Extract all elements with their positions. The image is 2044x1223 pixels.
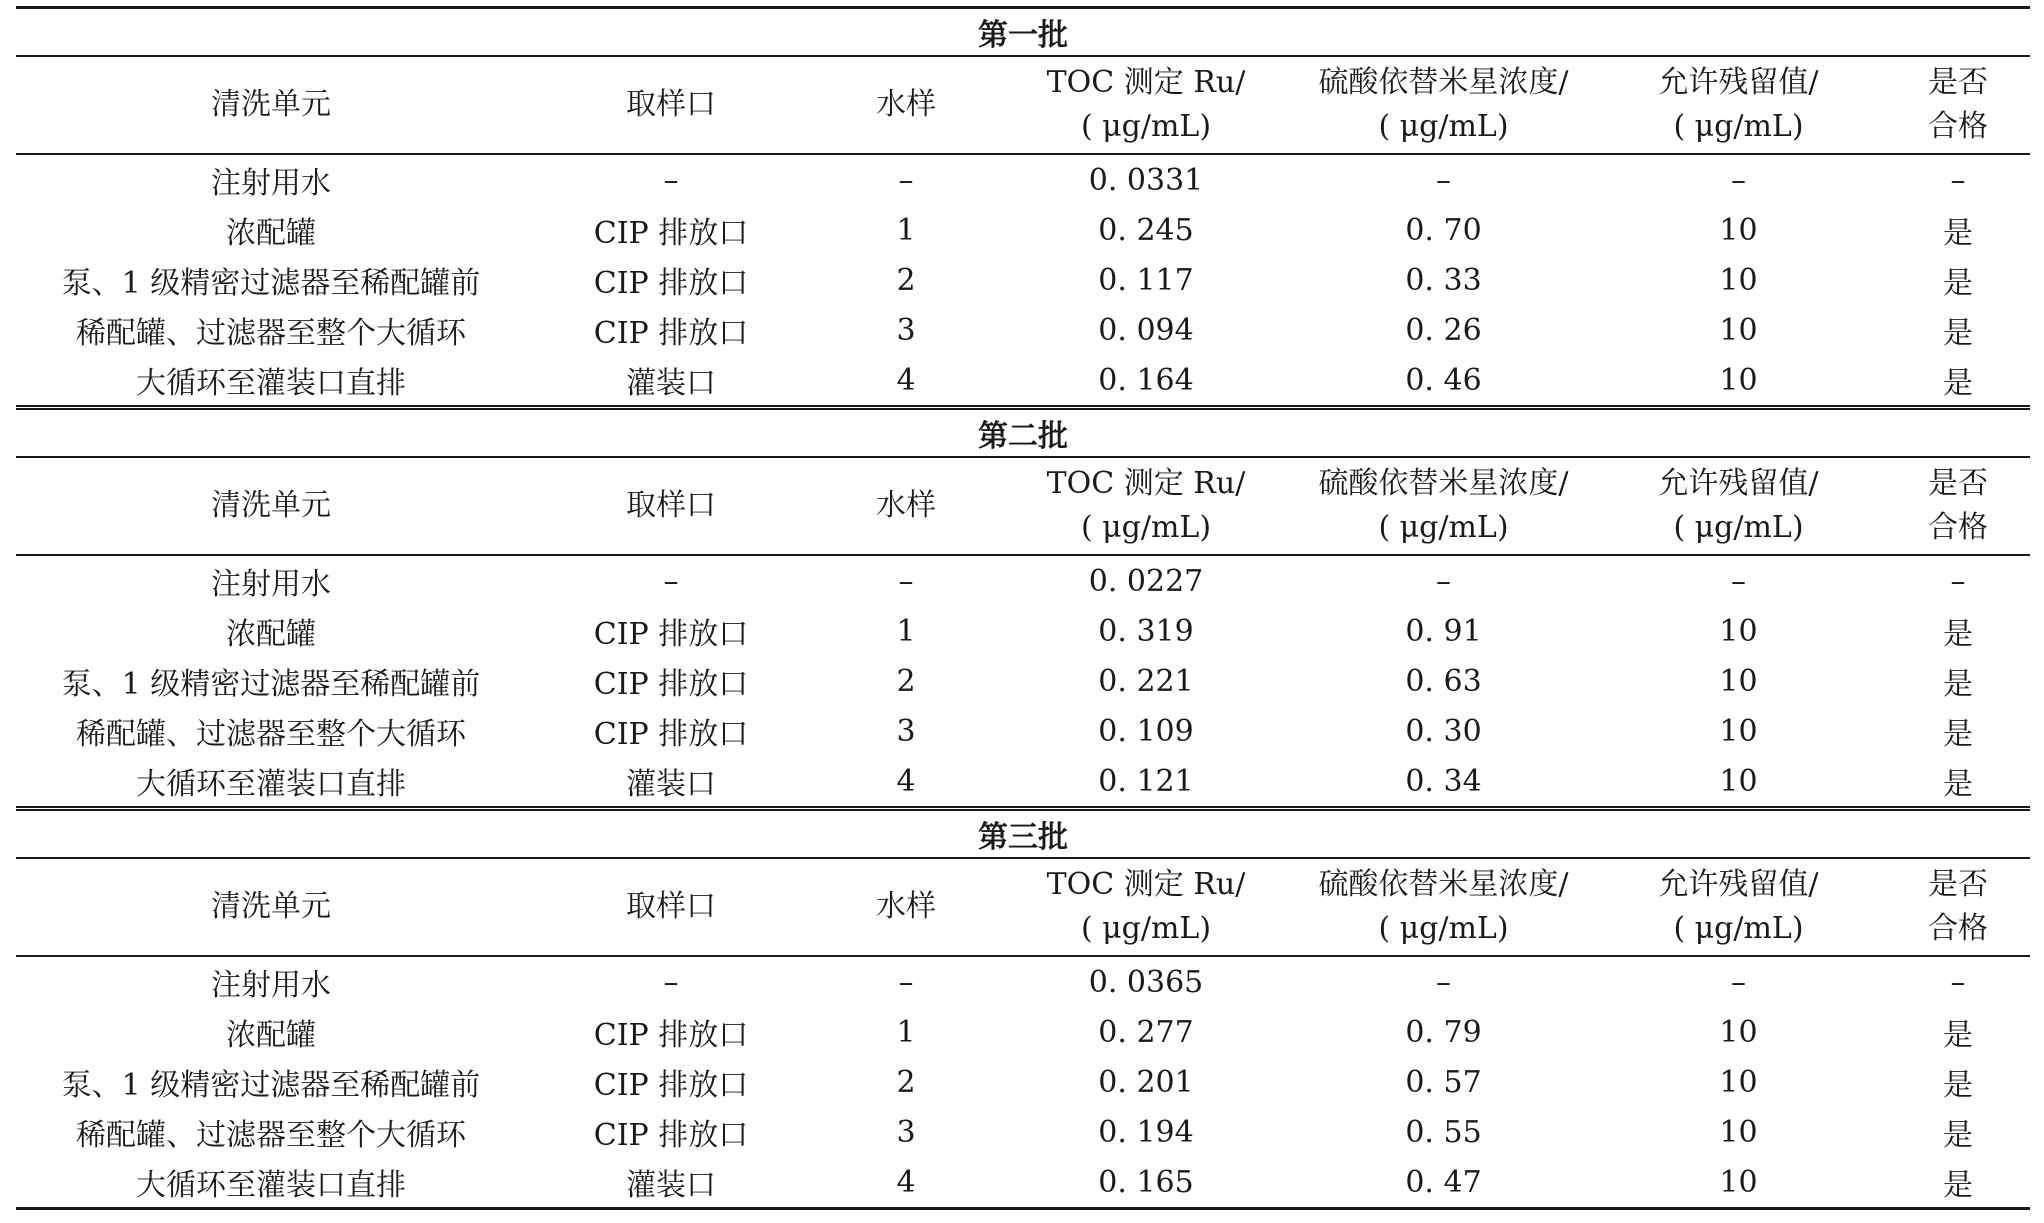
qualified-cell: 是: [1886, 1157, 2030, 1209]
results-table: [16, 6, 2030, 1210]
table-row: [16, 205, 2030, 255]
concentration-cell: 0. 33: [1405, 262, 1482, 298]
header-allowed-residue-line-1: 允许残留值/: [1658, 867, 1819, 902]
cleaning-unit-cell: 大循环至灌装口直排: [136, 366, 406, 401]
water-sample-cell: 3: [896, 1114, 916, 1150]
table-body: [16, 8, 2030, 1209]
header-cleaning-unit: 清洗单元: [16, 56, 526, 154]
header-toc-line-1: TOC 测定 Ru/: [1046, 466, 1246, 501]
allowed-residue-cell: –: [1731, 162, 1746, 198]
sampling-port-cell: CIP 排放口: [593, 216, 749, 251]
cleaning-unit-cell: 稀配罐、过滤器至整个大循环: [76, 717, 466, 752]
concentration-cell: 0. 47: [1296, 1157, 1591, 1209]
qualified-cell: 是: [1943, 266, 1974, 301]
allowed-residue-cell: 10: [1719, 1064, 1758, 1100]
header-sampling-port: 取样口: [526, 858, 816, 956]
sampling-port-cell: –: [663, 964, 679, 1000]
allowed-residue-cell: 10: [1591, 1157, 1886, 1209]
allowed-residue-cell: 10: [1719, 713, 1758, 749]
table-row: [16, 255, 2030, 305]
toc-cell: 0. 117: [1098, 262, 1194, 298]
header-qualified-line-1: 是否: [1928, 65, 1989, 100]
sampling-port-cell: 灌装口: [526, 1157, 816, 1209]
table-row: [16, 154, 2030, 205]
header-concentration: [1296, 56, 1591, 154]
header-concentration-line-1: 硫酸依替米星浓度/: [1318, 867, 1569, 902]
qualified-cell: 是: [1943, 216, 1974, 251]
allowed-residue-cell: 10: [1719, 613, 1758, 649]
header-toc-line-2: ( μg/mL): [1080, 911, 1212, 946]
water-sample-cell: 1: [896, 1014, 916, 1050]
cleaning-unit-cell: 注射用水: [211, 166, 331, 201]
table-row: [16, 756, 2030, 809]
table-row: [16, 656, 2030, 706]
concentration-cell: –: [1436, 162, 1451, 198]
qualified-cell: 是: [1943, 617, 1974, 652]
water-sample-cell: –: [898, 563, 914, 599]
cleaning-unit-cell: 稀配罐、过滤器至整个大循环: [76, 316, 466, 351]
water-sample-cell: –: [898, 162, 914, 198]
sampling-port-cell: CIP 排放口: [593, 316, 749, 351]
concentration-cell: 0. 70: [1405, 212, 1482, 248]
header-water-sample: 水样: [816, 858, 996, 956]
column-header-row: [16, 56, 2030, 154]
cleaning-unit-cell: 浓配罐: [226, 216, 316, 251]
cleaning-unit-cell: 浓配罐: [226, 1018, 316, 1053]
header-toc-line-2: ( μg/mL): [1080, 109, 1212, 144]
concentration-cell: –: [1436, 964, 1451, 1000]
table-row: [16, 305, 2030, 355]
header-qualified-line-2: 合格: [1928, 510, 1989, 545]
header-toc: [996, 56, 1296, 154]
header-concentration-line-2: ( μg/mL): [1378, 911, 1509, 946]
allowed-residue-cell: 10: [1719, 763, 1758, 799]
toc-cell: 0. 121: [1098, 763, 1194, 799]
toc-cell: 0. 245: [1098, 212, 1194, 248]
sampling-port-cell: CIP 排放口: [593, 717, 749, 752]
table-row: [16, 555, 2030, 606]
sampling-port-cell: CIP 排放口: [593, 1068, 749, 1103]
water-sample-cell: 4: [896, 763, 916, 799]
toc-cell: 0. 194: [1098, 1114, 1194, 1150]
header-cleaning-unit: 清洗单元: [16, 457, 526, 555]
concentration-cell: 0. 26: [1405, 312, 1482, 348]
cleaning-unit-cell: 稀配罐、过滤器至整个大循环: [76, 1118, 466, 1153]
allowed-residue-cell: 10: [1719, 212, 1758, 248]
header-concentration: [1296, 457, 1591, 555]
header-allowed-residue-line-2: ( μg/mL): [1673, 510, 1804, 545]
qualified-cell: 是: [1943, 1068, 1974, 1103]
header-concentration-line-2: ( μg/mL): [1378, 510, 1509, 545]
sampling-port-cell: CIP 排放口: [593, 667, 749, 702]
water-sample-cell: –: [898, 964, 914, 1000]
qualified-cell: 是: [1943, 1018, 1974, 1053]
table-row: [16, 606, 2030, 656]
qualified-cell: 是: [1943, 767, 1974, 802]
water-sample-cell: 3: [896, 312, 916, 348]
header-toc-line-1: TOC 测定 Ru/: [1046, 867, 1246, 902]
toc-cell: 0. 277: [1098, 1014, 1194, 1050]
allowed-residue-cell: 10: [1719, 1014, 1758, 1050]
header-sampling-port: 取样口: [526, 457, 816, 555]
toc-cell: 0. 0227: [1088, 563, 1204, 599]
allowed-residue-cell: 10: [1719, 1114, 1758, 1150]
header-allowed-residue: [1591, 457, 1886, 555]
qualified-cell: 是: [1943, 316, 1974, 351]
header-concentration-line-1: 硫酸依替米星浓度/: [1318, 65, 1569, 100]
toc-cell: 0. 319: [1098, 613, 1194, 649]
allowed-residue-cell: –: [1731, 563, 1746, 599]
header-toc: [996, 457, 1296, 555]
concentration-cell: 0. 34: [1405, 763, 1482, 799]
header-allowed-residue-line-1: 允许残留值/: [1658, 65, 1819, 100]
concentration-cell: 0. 79: [1405, 1014, 1482, 1050]
table-row: [16, 956, 2030, 1007]
batch-title: 第二批: [16, 408, 2030, 458]
qualified-cell: –: [1950, 563, 1966, 599]
header-concentration: [1296, 858, 1591, 956]
header-qualified-line-2: 合格: [1928, 109, 1989, 144]
sampling-port-cell: 灌装口: [626, 767, 716, 802]
header-qualified-line-1: 是否: [1928, 867, 1989, 902]
allowed-residue-cell: 10: [1719, 262, 1758, 298]
concentration-cell: 0. 30: [1405, 713, 1482, 749]
header-qualified-line-1: 是否: [1928, 466, 1989, 501]
water-sample-cell: 3: [896, 713, 916, 749]
header-toc-line-1: TOC 测定 Ru/: [1046, 65, 1246, 100]
toc-cell: 0. 201: [1098, 1064, 1194, 1100]
header-qualified-line-2: 合格: [1928, 911, 1989, 946]
qualified-cell: –: [1950, 162, 1966, 198]
toc-cell: 0. 164: [1098, 362, 1194, 398]
cleaning-unit-cell: 泵、1 级精密过滤器至稀配罐前: [61, 266, 481, 301]
concentration-cell: 0. 55: [1405, 1114, 1482, 1150]
header-qualified: [1886, 858, 2030, 956]
header-concentration-line-2: ( μg/mL): [1378, 109, 1509, 144]
header-sampling-port: 取样口: [526, 56, 816, 154]
concentration-cell: 0. 46: [1405, 362, 1482, 398]
allowed-residue-cell: –: [1731, 964, 1746, 1000]
table-row: [16, 706, 2030, 756]
toc-cell: 0. 165: [996, 1157, 1296, 1209]
sampling-port-cell: CIP 排放口: [593, 617, 749, 652]
allowed-residue-cell: 10: [1719, 312, 1758, 348]
sampling-port-cell: 灌装口: [626, 366, 716, 401]
toc-cell: 0. 109: [1098, 713, 1194, 749]
batch-title: 第三批: [16, 809, 2030, 859]
concentration-cell: 0. 91: [1405, 613, 1482, 649]
table-row: [16, 1057, 2030, 1107]
cleaning-unit-cell: 大循环至灌装口直排: [136, 767, 406, 802]
water-sample-cell: 2: [896, 1064, 916, 1100]
table-row: [16, 1107, 2030, 1157]
batch-title: 第一批: [16, 8, 2030, 57]
table-row: [16, 1007, 2030, 1057]
toc-cell: 0. 221: [1098, 663, 1194, 699]
concentration-cell: 0. 63: [1405, 663, 1482, 699]
cleaning-unit-cell: 大循环至灌装口直排: [16, 1157, 526, 1209]
sampling-port-cell: –: [663, 162, 679, 198]
cleaning-unit-cell: 泵、1 级精密过滤器至稀配罐前: [61, 1068, 481, 1103]
qualified-cell: 是: [1943, 1118, 1974, 1153]
table-row: [16, 1157, 2030, 1209]
header-concentration-line-1: 硫酸依替米星浓度/: [1318, 466, 1569, 501]
qualified-cell: 是: [1943, 717, 1974, 752]
batch-title-row: [16, 8, 2030, 57]
cleaning-unit-cell: 注射用水: [211, 567, 331, 602]
cleaning-unit-cell: 注射用水: [211, 968, 331, 1003]
batch-title-row: [16, 809, 2030, 859]
sampling-port-cell: CIP 排放口: [593, 266, 749, 301]
qualified-cell: 是: [1943, 667, 1974, 702]
header-allowed-residue-line-2: ( μg/mL): [1673, 911, 1804, 946]
concentration-cell: –: [1436, 563, 1451, 599]
water-sample-cell: 2: [896, 663, 916, 699]
sampling-port-cell: CIP 排放口: [593, 1018, 749, 1053]
header-allowed-residue-line-2: ( μg/mL): [1673, 109, 1804, 144]
header-qualified: [1886, 457, 2030, 555]
column-header-row: [16, 457, 2030, 555]
water-sample-cell: 2: [896, 262, 916, 298]
toc-cell: 0. 094: [1098, 312, 1194, 348]
allowed-residue-cell: 10: [1719, 663, 1758, 699]
header-qualified: [1886, 56, 2030, 154]
column-header-row: [16, 858, 2030, 956]
header-allowed-residue-line-1: 允许残留值/: [1658, 466, 1819, 501]
table-row: [16, 355, 2030, 408]
toc-cell: 0. 0331: [1088, 162, 1204, 198]
allowed-residue-cell: 10: [1719, 362, 1758, 398]
cleaning-unit-cell: 泵、1 级精密过滤器至稀配罐前: [61, 667, 481, 702]
header-cleaning-unit: 清洗单元: [16, 858, 526, 956]
batch-title-row: [16, 408, 2030, 458]
water-sample-cell: 4: [816, 1157, 996, 1209]
sampling-port-cell: –: [663, 563, 679, 599]
qualified-cell: 是: [1943, 366, 1974, 401]
water-sample-cell: 1: [896, 613, 916, 649]
water-sample-cell: 4: [896, 362, 916, 398]
header-toc: [996, 858, 1296, 956]
concentration-cell: 0. 57: [1405, 1064, 1482, 1100]
header-allowed-residue: [1591, 56, 1886, 154]
header-water-sample: 水样: [816, 457, 996, 555]
qualified-cell: –: [1950, 964, 1966, 1000]
sampling-port-cell: CIP 排放口: [593, 1118, 749, 1153]
toc-cell: 0. 0365: [1088, 964, 1204, 1000]
header-toc-line-2: ( μg/mL): [1080, 510, 1212, 545]
header-allowed-residue: [1591, 858, 1886, 956]
header-water-sample: 水样: [816, 56, 996, 154]
water-sample-cell: 1: [896, 212, 916, 248]
cleaning-unit-cell: 浓配罐: [226, 617, 316, 652]
